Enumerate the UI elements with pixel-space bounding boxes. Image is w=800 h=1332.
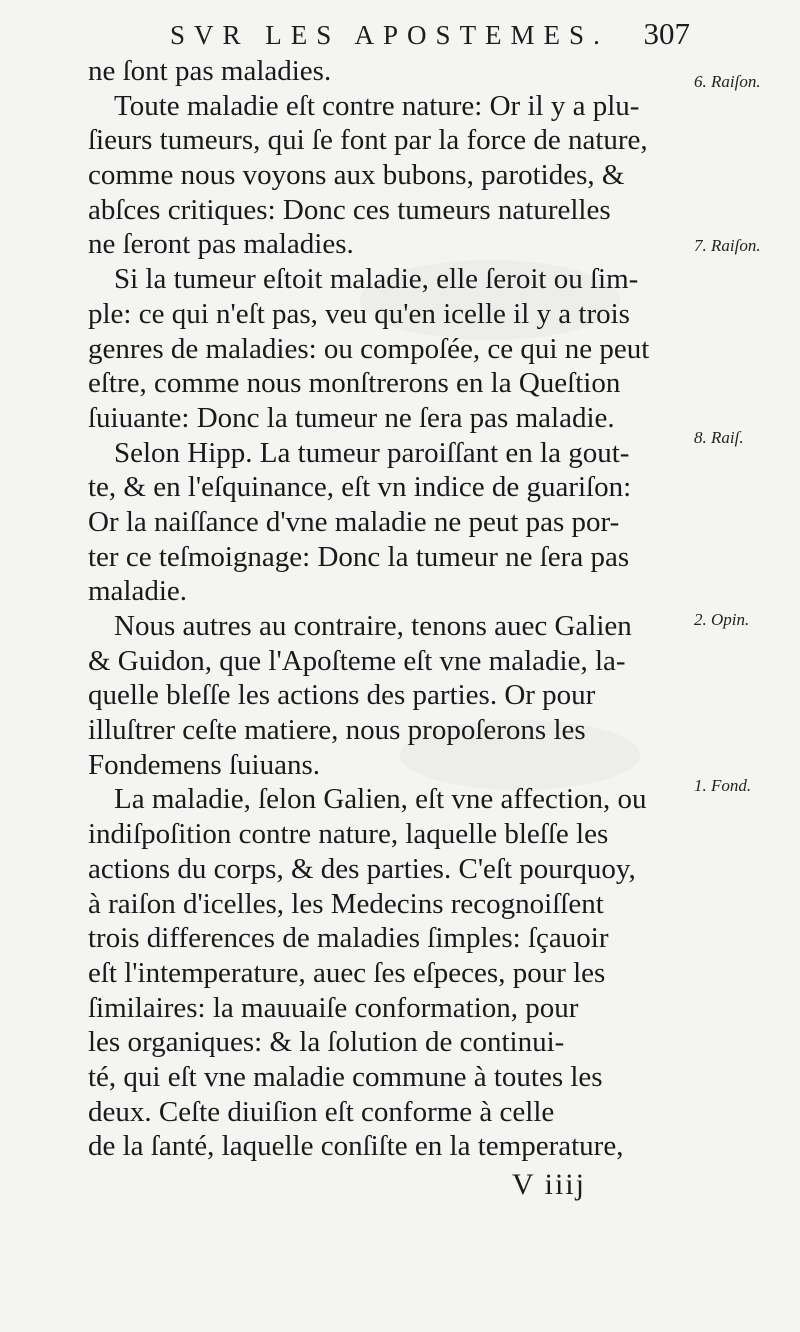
page-number: 307	[643, 16, 690, 51]
margin-note: 7. Raiſon.	[694, 236, 761, 255]
running-title: SVR LES APOSTEMES.	[170, 20, 609, 50]
text-line: eſtre, comme nous monſtrerons en la Queſtion	[88, 367, 621, 400]
text-line: deux. Ceſte diuiſion eſt conforme à celle	[88, 1095, 555, 1128]
text-line: eſt l'intemperature, auec ſes eſpeces, pour les	[88, 956, 606, 989]
page-header	[170, 14, 690, 54]
text-line: de la ſanté, laquelle conſiſte en la temperature,	[88, 1130, 624, 1163]
text-line: Nous autres au contraire, tenons auec Galien	[114, 610, 632, 642]
margin-note: 1. Fond.	[694, 776, 752, 795]
text-line: Selon Hipp. La tumeur paroiſſant en la gout-	[114, 436, 630, 469]
text-line: trois differences de maladies ſimples: ſçauoir	[88, 922, 609, 955]
text-line: illuſtrer ceſte matiere, nous propoſerons les	[88, 714, 586, 747]
text-line: genres de maladies: ou compoſée, ce qui ne peut	[88, 332, 650, 365]
signature-mark: V iiij	[512, 1168, 586, 1201]
text-line: quelle bleſſe les actions des parties. Or pour	[88, 679, 596, 712]
text-line: te, & en l'eſquinance, eſt vn indice de guariſon:	[88, 471, 632, 504]
body-text	[88, 54, 688, 1164]
text-line: maladie.	[88, 575, 188, 608]
text-line: ſimilaires: la mauuaiſe conformation, pour	[88, 991, 579, 1024]
text-line: ter ce teſmoignage: Donc la tumeur ne ſera pas	[88, 540, 630, 573]
text-line: ſuiuante: Donc la tumeur ne ſera pas maladie.	[88, 401, 615, 434]
margin-note: 2. Opin.	[694, 610, 750, 629]
text-line: La maladie, ſelon Galien, eſt vne affection, ou	[114, 783, 647, 816]
text-line: Fondemens ſuiuans.	[88, 748, 320, 781]
text-line: Toute maladie eſt contre nature: Or il y a plu-	[114, 89, 640, 122]
text-line: comme nous voyons aux bubons, parotides, &	[88, 159, 625, 192]
text-line: abſces critiques: Donc ces tumeurs naturelles	[88, 193, 611, 226]
text-line: actions du corps, & des parties. C'eſt pourquoy,	[88, 852, 636, 885]
text-line: Or la naiſſance d'vne maladie ne peut pas por-	[88, 505, 620, 538]
text-line: & Guidon, que l'Apoſteme eſt vne maladie, la-	[88, 644, 626, 677]
text-line: ne ſeront pas maladies.	[88, 228, 354, 261]
margin-note: 8. Raiſ.	[694, 428, 744, 447]
text-line: à raiſon d'icelles, les Medecins recognoiſſent	[88, 887, 604, 920]
text-line: les organiques: & la ſolution de continui-	[88, 1026, 565, 1059]
text-line: ple: ce qui n'eſt pas, veu qu'en icelle il y a trois	[88, 297, 630, 330]
margin-note: 6. Raiſon.	[694, 72, 761, 91]
text-line: ſieurs tumeurs, qui ſe font par la force de nature,	[88, 124, 648, 157]
text-line: ne ſont pas maladies.	[88, 55, 332, 87]
text-line: indiſpoſition contre nature, laquelle bleſſe les	[88, 818, 609, 851]
text-line: Si la tumeur eſtoit maladie, elle ſeroit ou ſim-	[114, 263, 639, 296]
text-line: té, qui eſt vne maladie commune à toutes les	[88, 1060, 603, 1093]
